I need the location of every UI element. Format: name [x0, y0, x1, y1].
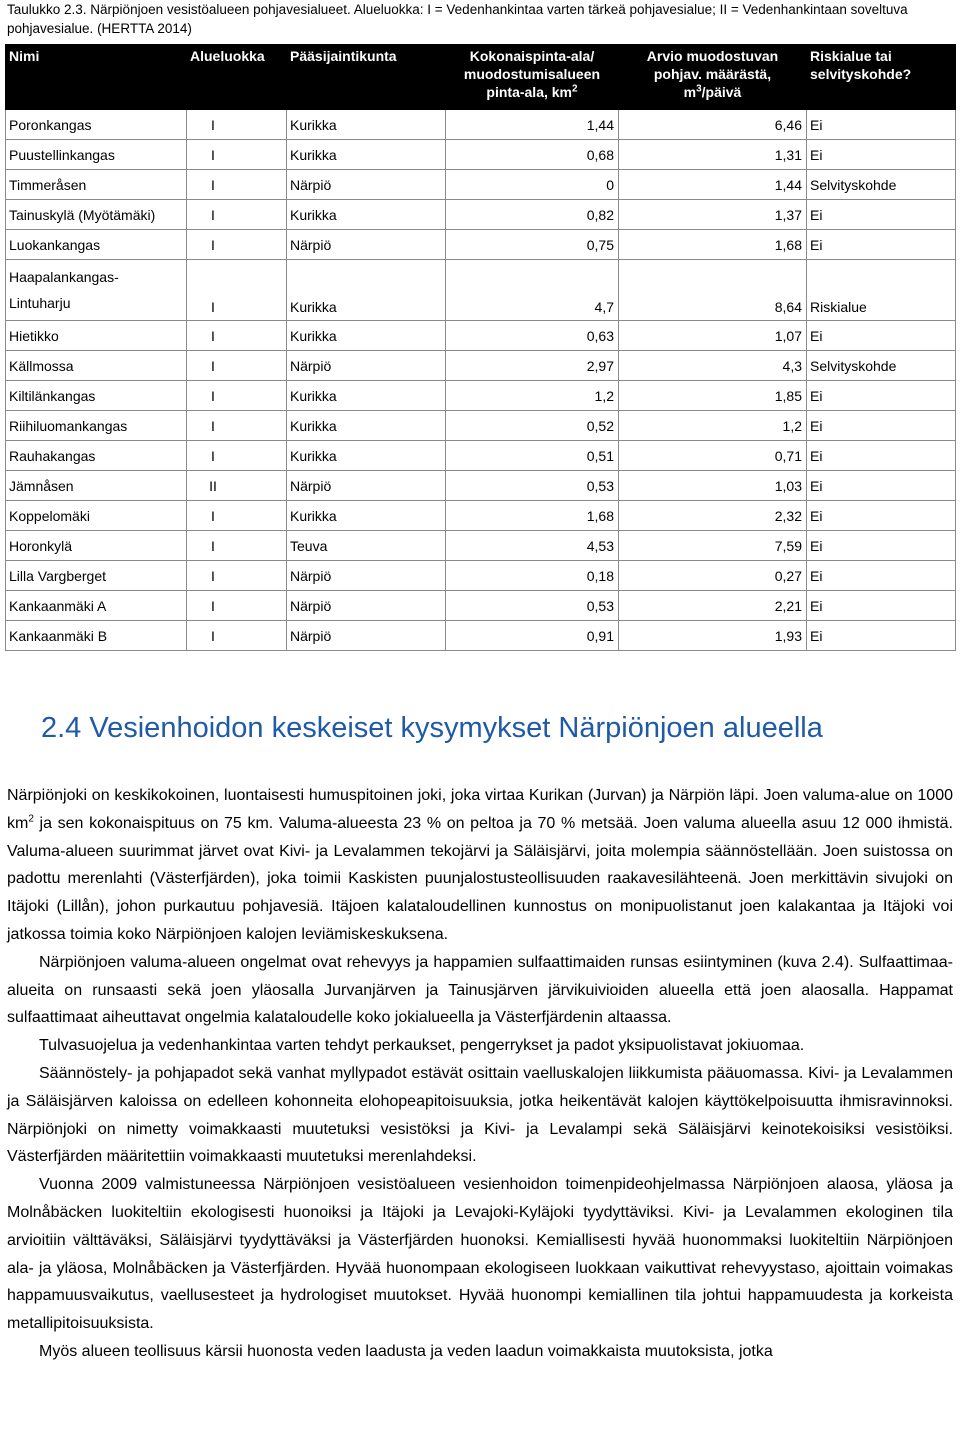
table-row — [6, 110, 956, 140]
header-yield-sup: 3 — [696, 83, 702, 95]
cell-area: 0,18 — [446, 561, 619, 591]
cell-name: Rauhakangas — [6, 441, 187, 471]
header-yield-line1: Arvio muodostuvan — [646, 48, 779, 64]
cell-name: Lilla Vargberget — [6, 561, 187, 591]
cell-name-line1: Haapalankangas- — [9, 269, 119, 285]
table-row — [6, 260, 956, 321]
paragraph-6: Myös alueen teollisuus kärsii huonosta veden laadusta ja veden laadun voimakkaista muutoksista, jotka — [39, 1342, 773, 1360]
table-row — [6, 411, 956, 441]
cell-municipality: Kurikka — [287, 110, 446, 140]
cell-area: 0,75 — [446, 230, 619, 260]
cell-yield: 0,71 — [619, 441, 807, 471]
table-row — [6, 531, 956, 561]
table-row — [6, 471, 956, 501]
cell-risk: Ei — [807, 321, 956, 351]
cell-area: 0,63 — [446, 321, 619, 351]
cell-risk: Ei — [807, 561, 956, 591]
cell-name: Jämnåsen — [6, 471, 187, 501]
cell-class: I — [187, 200, 287, 230]
header-class: Alueluokka — [187, 45, 287, 110]
cell-name: Riihiluomankangas — [6, 411, 187, 441]
header-risk-line1: Riskialue tai — [810, 48, 892, 64]
cell-yield: 1,37 — [619, 200, 807, 230]
cell-area: 0,68 — [446, 140, 619, 170]
cell-risk: Ei — [807, 411, 956, 441]
cell-area: 0,82 — [446, 200, 619, 230]
cell-yield: 7,59 — [619, 531, 807, 561]
table-row — [6, 351, 956, 381]
cell-municipality: Närpiö — [287, 561, 446, 591]
table-row — [6, 200, 956, 230]
cell-municipality: Närpiö — [287, 471, 446, 501]
cell-municipality: Kurikka — [287, 411, 446, 441]
cell-yield: 1,93 — [619, 621, 807, 651]
cell-area: 4,7 — [446, 260, 619, 321]
cell-risk: Ei — [807, 501, 956, 531]
section-heading: 2.4 Vesienhoidon keskeiset kysymykset Närpiönjoen alueella — [41, 712, 823, 744]
cell-area: 1,68 — [446, 501, 619, 531]
cell-yield: 4,3 — [619, 351, 807, 381]
cell-yield: 1,31 — [619, 140, 807, 170]
cell-risk: Ei — [807, 110, 956, 140]
cell-municipality: Närpiö — [287, 591, 446, 621]
cell-municipality: Kurikka — [287, 441, 446, 471]
cell-area: 0,53 — [446, 591, 619, 621]
header-yield-line3b: /päivä — [701, 84, 742, 100]
cell-class: I — [187, 321, 287, 351]
cell-name: Tainuskylä (Myötämäki) — [6, 200, 187, 230]
cell-area: 1,2 — [446, 381, 619, 411]
cell-risk: Ei — [807, 621, 956, 651]
paragraph-1a: Närpiönjoki on keskikokoinen, luontaisesti humuspitoinen joki, joka virtaa Kurikan (Jurvan) ja Närpiön läpi. Joen valuma-alue on 1000 km — [7, 787, 953, 832]
cell-risk: Ei — [807, 471, 956, 501]
cell-class: I — [187, 230, 287, 260]
cell-risk: Ei — [807, 591, 956, 621]
cell-area: 0,53 — [446, 471, 619, 501]
cell-class: I — [187, 140, 287, 170]
cell-area: 0 — [446, 170, 619, 200]
cell-name: Puustellinkangas — [6, 140, 187, 170]
cell-area: 4,53 — [446, 531, 619, 561]
cell-class: I — [187, 531, 287, 561]
cell-class: I — [187, 621, 287, 651]
cell-name: Timmeråsen — [6, 170, 187, 200]
cell-yield: 1,85 — [619, 381, 807, 411]
cell-municipality: Kurikka — [287, 260, 446, 321]
cell-yield: 1,68 — [619, 230, 807, 260]
cell-risk: Ei — [807, 200, 956, 230]
cell-class: I — [187, 170, 287, 200]
cell-municipality: Närpiö — [287, 170, 446, 200]
cell-risk: Ei — [807, 441, 956, 471]
header-area — [446, 45, 619, 110]
cell-name — [6, 260, 187, 321]
header-area-line1: Kokonaispinta-ala/ — [469, 48, 595, 64]
table-row — [6, 501, 956, 531]
cell-class: I — [187, 501, 287, 531]
cell-name: Horonkylä — [6, 531, 187, 561]
cell-municipality: Kurikka — [287, 381, 446, 411]
header-area-line2: muodostumisalueen — [463, 66, 601, 82]
cell-risk: Selvityskohde — [807, 351, 956, 381]
cell-area: 2,97 — [446, 351, 619, 381]
cell-yield: 2,32 — [619, 501, 807, 531]
body-text — [7, 782, 953, 1366]
cell-class: I — [187, 381, 287, 411]
cell-name: Koppelomäki — [6, 501, 187, 531]
table-row — [6, 591, 956, 621]
cell-area: 1,44 — [446, 110, 619, 140]
header-yield — [619, 45, 807, 110]
header-area-sup: 2 — [572, 83, 578, 95]
cell-risk: Riskialue — [807, 260, 956, 321]
cell-risk: Ei — [807, 140, 956, 170]
header-yield-line3a: m — [683, 84, 697, 100]
cell-name: Hietikko — [6, 321, 187, 351]
header-yield-line2: pohjav. määrästä, — [653, 66, 772, 82]
table-row — [6, 140, 956, 170]
cell-yield: 1,2 — [619, 411, 807, 441]
cell-name: Kiltilänkangas — [6, 381, 187, 411]
header-risk — [807, 45, 956, 110]
table-row — [6, 561, 956, 591]
cell-yield: 0,27 — [619, 561, 807, 591]
groundwater-table — [5, 44, 956, 651]
cell-name: Poronkangas — [6, 110, 187, 140]
cell-yield: 8,64 — [619, 260, 807, 321]
cell-municipality: Kurikka — [287, 140, 446, 170]
cell-name: Kankaanmäki B — [6, 621, 187, 651]
table-row — [6, 621, 956, 651]
cell-class: II — [187, 471, 287, 501]
cell-name-line2: Lintuharju — [9, 295, 71, 311]
cell-area: 0,52 — [446, 411, 619, 441]
cell-municipality: Närpiö — [287, 621, 446, 651]
paragraph-5: Vuonna 2009 valmistuneessa Närpiönjoen vesistöalueen vesienhoidon toimenpideohjelmassa Närpiönjoen alaosa, yläosa ja Molnåbäcken luokiteltiin ekologisesti huonoiksi ja Itäjoki ja Levajoki-Kyläjoki tyydyttäviksi. Kivi- ja Levalammen ekologinen tila arvioitiin välttäväksi, Säläisjärvi tyydyttäväksi ja Västerfjärden huonoksi. Kemiallisesti hyvää huonommaksi luokiteltiin Närpiönjoen ala- ja yläosa, Molnåbäcken ja Västerfjärden. Hyvää huonompaan ekologiseen luokkaan vaikuttivat rehevyystaso, ajoittain voimakas happamuusvaikutus, vaellusesteet ja hydrologiset muutokset. Hyvää huonompi kemiallinen tila johtui happamuudesta ja korkeista metallipitoisuuksista. — [7, 1176, 953, 1333]
paragraph-1b: ja sen kokonaispituus on 75 km. Valuma-alueesta 23 % on peltoa ja 70 % metsää. Joen valuma alueella asuu 12 000 ihmistä. Valuma-alueen suurimmat järvet ovat Kivi- ja Levalammen tekojärvi ja Säläisjärvi, joita molempia säännöstellään. Joen suistossa on padottu merenlahti (Västerfjärden), joka toimii Kaskisten puunjalostusteollisuuden raakavesilähteenä. Joen merkittävin sivujoki on Itäjoki (Lillån), johon purkautuu pohjavesiä. Itäjoen kalataloudellinen kunnostus on monipuolistanut joen kalakantaa ja Itäjoki voi jatkossa toimia koko Närpiönjoen kalojen leviämiskeskuksena. — [7, 814, 953, 943]
table-row — [6, 170, 956, 200]
cell-municipality: Närpiö — [287, 351, 446, 381]
cell-municipality: Kurikka — [287, 501, 446, 531]
cell-municipality: Teuva — [287, 531, 446, 561]
cell-risk: Selvityskohde — [807, 170, 956, 200]
cell-municipality: Närpiö — [287, 230, 446, 260]
cell-class: I — [187, 411, 287, 441]
cell-name: Kankaanmäki A — [6, 591, 187, 621]
cell-name: Källmossa — [6, 351, 187, 381]
header-area-line3: pinta-ala, km — [486, 84, 573, 100]
cell-class: I — [187, 441, 287, 471]
cell-name: Luokankangas — [6, 230, 187, 260]
cell-yield: 1,03 — [619, 471, 807, 501]
table-row — [6, 381, 956, 411]
cell-risk: Ei — [807, 531, 956, 561]
table-header-row — [6, 45, 956, 110]
paragraph-1-sup: 2 — [28, 813, 34, 825]
cell-area: 0,51 — [446, 441, 619, 471]
table-row — [6, 321, 956, 351]
table-row — [6, 230, 956, 260]
cell-class: I — [187, 260, 287, 321]
cell-risk: Ei — [807, 230, 956, 260]
table-caption: Taulukko 2.3. Närpiönjoen vesistöalueen pohjavesialueet. Alueluokka: I = Vedenhankintaa varten tärkeä pohjavesialue; II = Vedenhankintaan soveltuva pohjavesialue. (HERTTA 2014) — [7, 2, 908, 36]
header-name: Nimi — [6, 45, 187, 110]
paragraph-4: Säännöstely- ja pohjapadot sekä vanhat myllypadot estävät osittain vaelluskalojen liikkumista pääuomassa. Kivi- ja Levalammen ja Säläisjärven kaloissa on edelleen kohonneita elohopeapitoisuuksia, jotka heikentävät kalojen käyttökelpoisuutta ihmisravinnoksi. Närpiönjoki on nimetty voimakkaasti muutetuksi vesistöksi ja Kivi- ja Levalampi sekä Säläisjärvi keinotekoisiksi vesistöiksi. Västerfjärden määritettiin voimakkaasti muutetuksi merenlahdeksi. — [7, 1064, 953, 1166]
cell-yield: 1,07 — [619, 321, 807, 351]
cell-class: I — [187, 591, 287, 621]
table-row — [6, 441, 956, 471]
cell-yield: 2,21 — [619, 591, 807, 621]
cell-municipality: Kurikka — [287, 321, 446, 351]
header-municipality: Pääsijaintikunta — [287, 45, 446, 110]
paragraph-1 — [7, 782, 953, 949]
paragraph-2: Närpiönjoen valuma-alueen ongelmat ovat rehevyys ja happamien sulfaattimaiden runsas esiintyminen (kuva 2.4). Sulfaattimaa-alueita on runsaasti sekä joen yläosalla Jurvanjärven ja Tainusjärven järvikuivioiden alueella että joen alaosalla. Happamat sulfaattimaat aiheuttavat ongelmia kalataloudelle koko jokialueella ja Västerfjärdenin altaassa. — [7, 953, 953, 1027]
cell-class: I — [187, 351, 287, 381]
cell-class: I — [187, 110, 287, 140]
cell-risk: Ei — [807, 381, 956, 411]
paragraph-3: Tulvasuojelua ja vedenhankintaa varten tehdyt perkaukset, pengerrykset ja padot yksipuolistavat jokiuomaa. — [39, 1037, 805, 1055]
cell-municipality: Kurikka — [287, 200, 446, 230]
cell-yield: 6,46 — [619, 110, 807, 140]
cell-yield: 1,44 — [619, 170, 807, 200]
cell-class: I — [187, 561, 287, 591]
header-risk-line2: selvityskohde? — [810, 66, 912, 82]
cell-area: 0,91 — [446, 621, 619, 651]
